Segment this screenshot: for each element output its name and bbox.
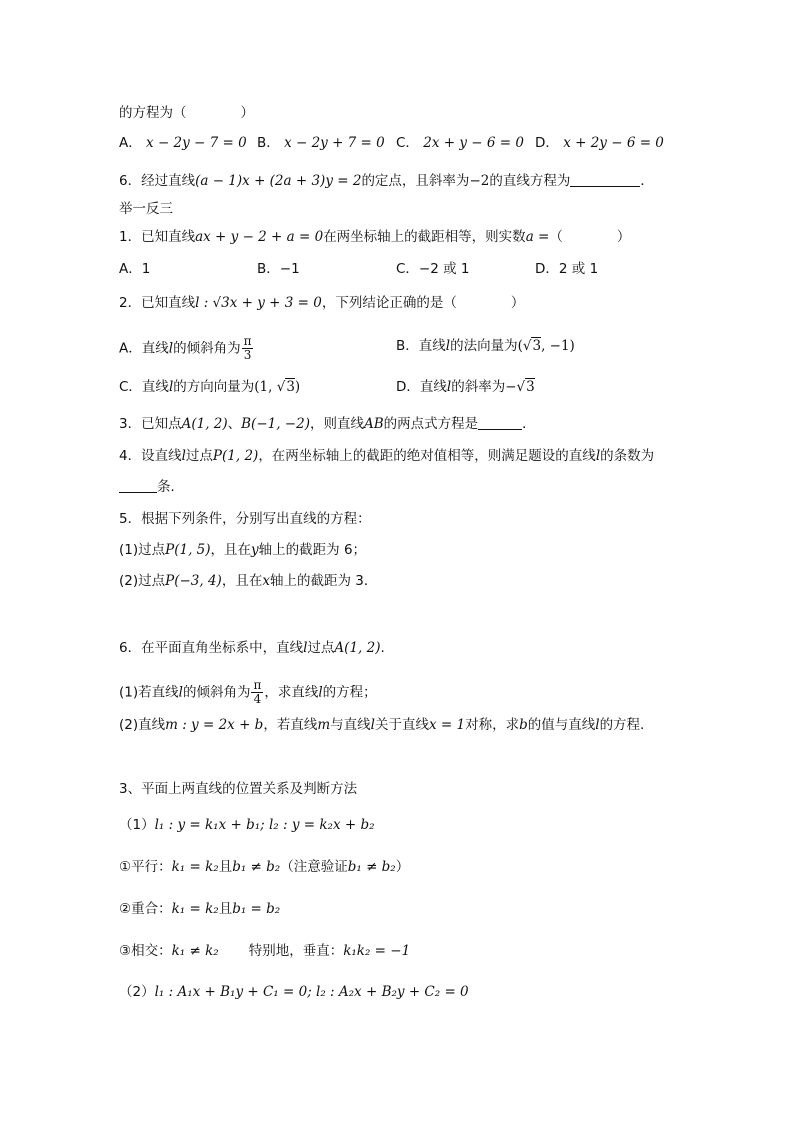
text: 2．已知直线 [119, 295, 196, 311]
axis: y [251, 542, 259, 558]
variable: l [178, 684, 183, 701]
text: 、 [227, 416, 242, 432]
equation: l : √3x + y + 3 = 0 [195, 295, 322, 311]
text: 轴上的截距为 6； [258, 542, 367, 558]
option-c [396, 259, 470, 279]
vector [254, 378, 300, 395]
equation: b₁ ≠ b₂ [347, 859, 396, 875]
parallel-condition [119, 857, 409, 877]
practice-3 [119, 414, 536, 434]
option-a [119, 335, 254, 362]
radicand: 3 [286, 379, 295, 395]
text: 的条数为 [600, 448, 655, 464]
text: 关于直线 [374, 717, 429, 733]
practice-5-part-1 [119, 540, 366, 560]
radicand: 3 [526, 379, 535, 395]
denominator: 4 [253, 692, 262, 706]
text: ） [395, 859, 410, 875]
equation: l₁ : y = k₁x + b₁; l₂ : y = k₂x + b₂ [154, 817, 375, 833]
slope-part: −√ [505, 379, 526, 395]
text: D．直线 [396, 379, 447, 395]
text: 的直线方程为 [489, 173, 571, 189]
fraction [251, 679, 263, 706]
text: 3、平面上两直线的位置关系及判断方法 [119, 781, 358, 797]
option-text: A．1 [119, 261, 151, 277]
text: （2） [119, 984, 155, 1000]
variable: a = [525, 229, 550, 245]
section-3-title [119, 779, 357, 799]
text: 与直线 [330, 717, 371, 733]
vector-part: (1, √ [254, 379, 286, 395]
text: 1．已知直线 [119, 229, 196, 245]
text: ③相交： [119, 943, 172, 959]
equation: m : y = 2x + b [165, 717, 264, 733]
practice-4-cont [119, 477, 184, 497]
practice-6-part-2 [119, 715, 644, 735]
section-3-case-1 [119, 815, 375, 835]
text: (2)过点 [119, 573, 166, 589]
text: ，且在 [210, 542, 252, 558]
text: C．直线 [119, 379, 169, 395]
variable: l [446, 379, 452, 395]
equation: k₁ = k₂ [171, 859, 219, 875]
text: 4．设直线 [119, 448, 182, 464]
text: 过点 [185, 448, 213, 464]
equation: b₁ = b₂ [232, 901, 281, 917]
denominator: 3 [243, 348, 252, 362]
option-c [396, 133, 524, 153]
practice-1 [119, 227, 630, 247]
coincide-condition [119, 899, 280, 919]
numerator: π [243, 334, 252, 348]
answer-blank[interactable] [478, 415, 522, 430]
text: 的倾斜角为 [182, 684, 251, 701]
equation: b₁ ≠ b₂ [232, 859, 281, 875]
option-d [535, 259, 598, 279]
text: 的法向量为 [450, 338, 518, 354]
text: 且 [218, 859, 233, 875]
text: 过点 [307, 640, 335, 656]
text: 的方程. [599, 717, 645, 733]
option-d [535, 133, 664, 153]
variable: l [370, 717, 375, 733]
question-6 [119, 171, 654, 191]
option-a [119, 259, 150, 279]
variable: l [595, 448, 601, 464]
text: ，且在 [221, 573, 263, 589]
text: . [380, 640, 385, 656]
text: 的两点式方程是 [383, 416, 479, 432]
text: ． [640, 173, 654, 189]
text: （ ） [549, 229, 631, 245]
practice-6-part-1 [119, 679, 377, 706]
text: 条． [157, 479, 184, 495]
variable: l [318, 684, 323, 701]
point: A(1, 2) [334, 640, 381, 656]
variable: l [181, 448, 186, 464]
text: ，求直线 [264, 684, 319, 701]
slope-value: −2 [469, 173, 490, 189]
text: 的方向向量为 [173, 379, 255, 395]
option-label: C． [396, 135, 419, 151]
option-equation: x − 2y + 7 = 0 [284, 135, 385, 151]
text: （1） [119, 817, 155, 833]
text: 的方程； [322, 684, 377, 701]
slope [505, 378, 535, 395]
variable: l [303, 640, 308, 656]
text: ． [522, 416, 536, 432]
text: （注意验证 [280, 859, 348, 875]
text: 特别地，垂直： [248, 943, 344, 959]
question-text: 的方程为（ ） [119, 105, 254, 121]
axis: x [262, 573, 270, 589]
text: ②重合： [119, 901, 172, 917]
radicand: 3 [532, 338, 542, 354]
variable: l [445, 338, 451, 354]
variable: l [595, 717, 600, 733]
text: 的值与直线 [527, 717, 596, 733]
text: 的定点，且斜率为 [361, 173, 470, 189]
variable: l [168, 379, 174, 395]
vector-part: , −1) [541, 338, 575, 354]
text: 6．在平面直角坐标系中，直线 [119, 640, 304, 656]
text: A．直线 [119, 340, 169, 357]
practice-4 [119, 446, 654, 466]
text: ，则直线 [309, 416, 364, 432]
practice-5-part-2 [119, 571, 377, 591]
text: ，若直线 [263, 717, 318, 733]
option-b [257, 133, 385, 153]
equation: k₁ ≠ k₂ [171, 943, 219, 959]
option-label: B． [257, 135, 280, 151]
equation: x = 1 [428, 717, 466, 733]
section-3-case-2 [119, 982, 469, 1002]
option-d [396, 377, 535, 397]
fraction [242, 335, 254, 362]
point: P(1, 5) [165, 542, 211, 558]
equation: l₁ : A₁x + B₁y + C₁ = 0; l₂ : A₂x + B₂y + C₂ = 0 [154, 984, 469, 1000]
point: B(−1, −2) [241, 416, 310, 432]
equation: (a − 1)x + (2a + 3)y = 2 [195, 173, 362, 189]
option-b [257, 259, 300, 279]
text: 轴上的截距为 3． [269, 573, 378, 589]
equation: k₁ = k₂ [171, 901, 219, 917]
text: ，下列结论正确的是（ ） [321, 295, 525, 311]
equation: k₁k₂ = −1 [343, 943, 411, 959]
option-text: D．2 或 1 [535, 261, 599, 277]
text: ，在两坐标轴上的截距的绝对值相等，则满足题设的直线 [258, 448, 596, 464]
option-label: A． [119, 135, 142, 151]
practice-6 [119, 638, 385, 658]
question-5-tail [119, 103, 254, 123]
line-name: AB [363, 416, 384, 432]
option-equation: x + 2y − 6 = 0 [563, 135, 664, 151]
point: A(1, 2) [181, 416, 228, 432]
vector-part: (√ [517, 338, 532, 354]
point: P(−3, 4) [165, 573, 222, 589]
option-a [119, 133, 247, 153]
option-equation: 2x + y − 6 = 0 [423, 135, 524, 151]
option-text: C．−2 或 1 [396, 261, 470, 277]
option-label: D． [535, 135, 559, 151]
option-equation: x − 2y − 7 = 0 [146, 135, 247, 151]
vector [518, 337, 575, 354]
text: 6．经过直线 [119, 173, 196, 189]
variable: b [519, 717, 528, 733]
text: B．直线 [396, 338, 446, 354]
text: 5．根据下列条件，分别写出直线的方程： [119, 511, 371, 527]
text: 的斜率为 [451, 379, 506, 395]
text: (1)过点 [119, 542, 166, 558]
text: (1)若直线 [119, 684, 179, 701]
option-b [396, 336, 575, 356]
intersect-condition [119, 941, 410, 961]
equation: ax + y − 2 + a = 0 [195, 229, 324, 245]
option-c [119, 377, 300, 397]
practice-2 [119, 293, 524, 313]
section-label: 举一反三 [119, 201, 173, 217]
section-title [119, 199, 173, 219]
answer-blank[interactable] [570, 172, 640, 187]
vector-part: ) [294, 379, 301, 395]
text: 在两坐标轴上的截距相等，则实数 [323, 229, 526, 245]
text: 的倾斜角为 [173, 340, 241, 357]
text: 且 [218, 901, 233, 917]
option-text: B．−1 [257, 261, 300, 277]
numerator: π [253, 678, 262, 692]
variable: m [317, 717, 331, 733]
point: P(1, 2) [212, 448, 259, 464]
practice-5 [119, 509, 371, 529]
text: ①平行： [119, 859, 172, 875]
text: (2)直线 [119, 717, 166, 733]
text: 3．已知点 [119, 416, 182, 432]
answer-blank[interactable] [119, 478, 157, 493]
text: 对称，求 [465, 717, 520, 733]
variable: l [168, 340, 174, 357]
